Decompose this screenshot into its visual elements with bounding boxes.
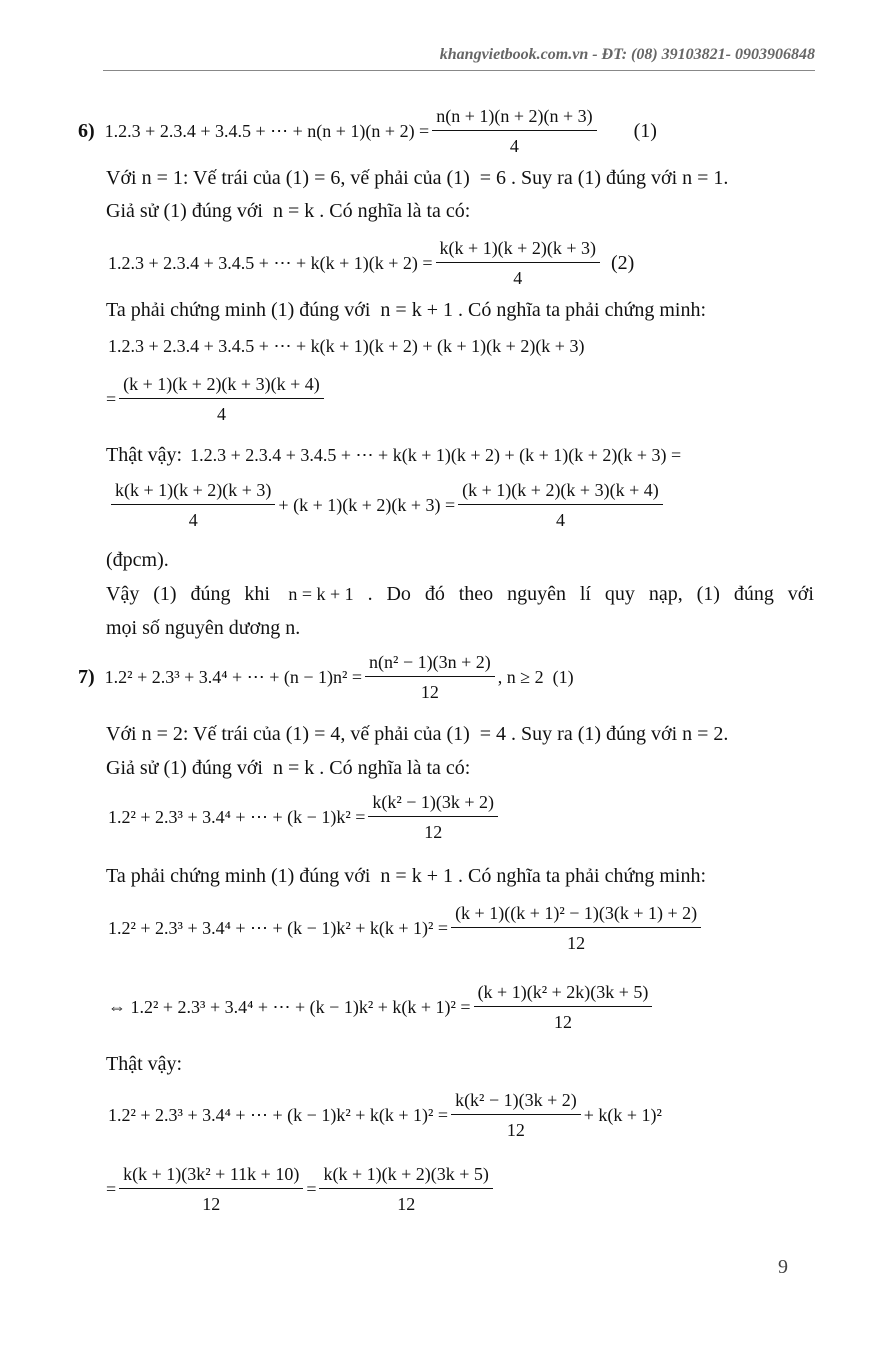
text: Với n = 1: Vế trái của (1) = 6, vế phải của (1) = 6 . Suy ra (1) đúng với n = 1.	[106, 167, 729, 189]
denominator: 12	[506, 1120, 525, 1140]
word: nạp,	[648, 583, 683, 605]
p7-equation-6	[106, 1164, 496, 1215]
equation-tag: (2)	[610, 252, 635, 274]
word: với	[787, 583, 814, 605]
p6-equation-3-rhs	[106, 374, 327, 425]
text: Ta phải chứng minh (1) đúng với n = k + 1 . Có nghĩa ta phải chứng minh:	[106, 865, 706, 887]
word: đó	[424, 583, 445, 605]
word: lí	[579, 583, 591, 605]
denominator: 4	[513, 268, 523, 288]
denominator: 4	[188, 510, 198, 530]
denominator: 4	[509, 136, 519, 156]
equation-lhs: 1.2.3 + 2.3.4 + 3.4.5 + ⋯ + n(n + 1)(n + 2) =	[104, 121, 430, 141]
p6-conclusion-line-1	[106, 583, 814, 606]
problem-label: 6)	[78, 120, 95, 142]
denominator: 12	[420, 682, 439, 702]
p7-indeed	[106, 1053, 182, 1076]
page-number: 9	[778, 1256, 788, 1278]
fraction	[368, 792, 498, 843]
word: (1)	[153, 583, 177, 605]
denominator: 12	[202, 1194, 221, 1214]
word: (1)	[696, 583, 720, 605]
equation-lhs: 1.2.3 + 2.3.4 + 3.4.5 + ⋯ + k(k + 1)(k + 2) + (k + 1)(k + 2)(k + 3)	[108, 336, 585, 356]
p7-equation-3	[108, 903, 704, 954]
equation-tail: , n ≥ 2 (1)	[497, 667, 574, 687]
numerator: k(k + 1)(k + 2)(3k + 5)	[319, 1164, 492, 1189]
numerator: k(k² − 1)(3k + 2)	[451, 1090, 581, 1115]
word: Do	[386, 583, 411, 605]
numerator: k(k + 1)(k + 2)(k + 3)	[436, 238, 600, 263]
numerator: (k + 1)(k² + 2k)(3k + 5)	[474, 982, 653, 1007]
text: Thật vậy:	[106, 444, 183, 466]
p7-equation-4	[108, 982, 655, 1033]
p7-equation-2	[108, 792, 501, 843]
p6-base-case	[106, 167, 728, 190]
fraction	[119, 1164, 303, 1215]
p6-qed	[106, 549, 169, 572]
p7-equation-5	[108, 1090, 662, 1141]
equation-lhs: 1.2.3 + 2.3.4 + 3.4.5 + ⋯ + k(k + 1)(k + 2) =	[108, 253, 433, 273]
equation-lhs: 1.2² + 2.3³ + 3.4⁴ + ⋯ + (n − 1)n² =	[104, 667, 363, 687]
numerator: (k + 1)(k + 2)(k + 3)(k + 4)	[458, 480, 663, 505]
fraction	[474, 982, 653, 1033]
word: theo	[458, 583, 494, 605]
numerator: (k + 1)((k + 1)² − 1)(3(k + 1) + 2)	[451, 903, 701, 928]
fraction	[458, 480, 663, 531]
numerator: k(k + 1)(k + 2)(k + 3)	[111, 480, 275, 505]
p6-equation-1	[78, 106, 657, 157]
p6-conclusion-line-2	[106, 617, 300, 640]
text: mọi số nguyên dương n.	[106, 617, 301, 639]
p7-base-case	[106, 723, 728, 746]
word: khi	[244, 583, 270, 605]
p6-equation-3	[108, 336, 584, 357]
numerator: n(n² − 1)(3n + 2)	[365, 652, 495, 677]
word: nguyên	[507, 583, 566, 605]
word: quy	[604, 583, 635, 605]
p7-assume	[106, 757, 470, 780]
fraction	[119, 374, 324, 425]
text: Giả sử (1) đúng với n = k . Có nghĩa là ta có:	[106, 757, 471, 779]
word: n = k + 1	[283, 584, 354, 604]
equation-tail: + k(k + 1)²	[583, 1105, 662, 1125]
header-rule	[103, 70, 815, 71]
equation-lhs: 1.2² + 2.3³ + 3.4⁴ + ⋯ + (k − 1)k² + k(k + 1)² =	[108, 1105, 449, 1125]
p6-assume	[106, 200, 470, 223]
fraction	[436, 238, 600, 289]
text: Thật vậy:	[106, 1053, 183, 1075]
word: đúng	[190, 583, 231, 605]
fraction	[451, 903, 701, 954]
numerator: n(n + 1)(n + 2)(n + 3)	[432, 106, 596, 131]
p6-equation-5	[108, 480, 666, 531]
problem-label: 7)	[78, 666, 95, 688]
denominator: 12	[567, 933, 586, 953]
equation-tag: (1)	[633, 120, 657, 142]
p7-prove	[106, 865, 706, 888]
equals: =	[306, 1179, 317, 1199]
word: đúng	[733, 583, 774, 605]
header-text: khangvietbook.com.vn - ĐT: (08) 39103821- 0903906848	[439, 46, 815, 63]
denominator: 12	[424, 822, 443, 842]
text: Với n = 2: Vế trái của (1) = 4, vế phải của (1) = 4 . Suy ra (1) đúng với n = 2.	[106, 723, 729, 745]
equation-middle: + (k + 1)(k + 2)(k + 3) =	[278, 495, 456, 515]
text: Giả sử (1) đúng với n = k . Có nghĩa là ta có:	[106, 200, 471, 222]
numerator: k(k² − 1)(3k + 2)	[368, 792, 498, 817]
text: (đpcm).	[106, 549, 169, 571]
p6-indeed	[106, 444, 681, 467]
equation-lhs: 1.2² + 2.3³ + 3.4⁴ + ⋯ + (k − 1)k² =	[108, 807, 366, 827]
fraction	[111, 480, 275, 531]
fraction	[451, 1090, 581, 1141]
p7-equation-1	[78, 652, 574, 703]
equals: =	[106, 1179, 117, 1199]
word: Vậy	[106, 583, 140, 605]
fraction	[365, 652, 495, 703]
numerator: k(k + 1)(3k² + 11k + 10)	[119, 1164, 303, 1189]
text: Ta phải chứng minh (1) đúng với n = k + 1 . Có nghĩa ta phải chứng minh:	[106, 299, 706, 321]
p6-equation-2	[108, 238, 634, 289]
equals: =	[106, 389, 117, 409]
denominator: 12	[397, 1194, 416, 1214]
word: .	[367, 583, 373, 605]
equation-lhs: ⇔ 1.2² + 2.3³ + 3.4⁴ + ⋯ + (k − 1)k² + k(k + 1)² =	[108, 997, 471, 1017]
p6-prove	[106, 299, 706, 322]
fraction	[319, 1164, 492, 1215]
denominator: 4	[216, 404, 226, 424]
denominator: 12	[553, 1012, 572, 1032]
denominator: 4	[555, 510, 565, 530]
equation-lhs: 1.2.3 + 2.3.4 + 3.4.5 + ⋯ + k(k + 1)(k + 2) + (k + 1)(k + 2)(k + 3) =	[190, 445, 682, 465]
equation-lhs: 1.2² + 2.3³ + 3.4⁴ + ⋯ + (k − 1)k² + k(k + 1)² =	[108, 918, 449, 938]
numerator: (k + 1)(k + 2)(k + 3)(k + 4)	[119, 374, 324, 399]
fraction	[432, 106, 596, 157]
